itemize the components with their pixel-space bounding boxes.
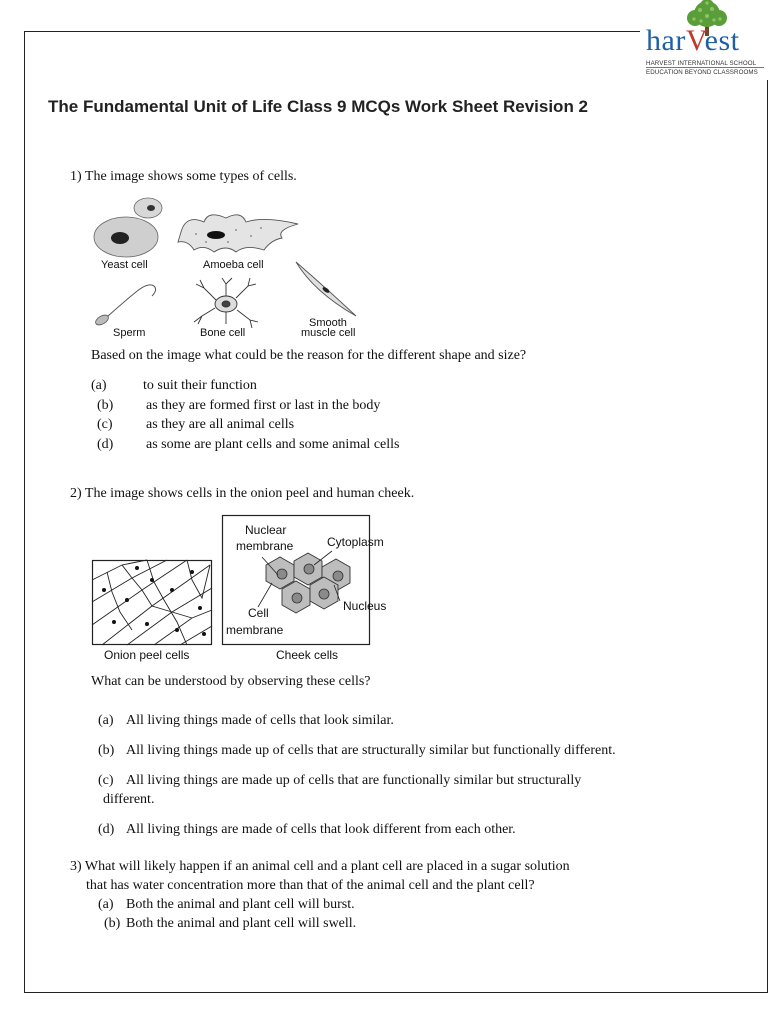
smooth-muscle-drawing (296, 262, 356, 316)
smooth-muscle-label-2: muscle cell (301, 327, 356, 339)
q3-option-a-key: (a) (98, 897, 114, 912)
q1-option-a-text: to suit their function (143, 378, 257, 393)
q2-option-b-key: (b) (98, 743, 115, 758)
q1-option-d-key: (d) (97, 437, 114, 452)
logo-wordmark: harVest (646, 24, 740, 57)
q3-option-b-text: Both the animal and plant cell will swell. (126, 916, 357, 931)
cell-membrane-label-2: membrane (226, 623, 284, 637)
q3-option-a-text: Both the animal and plant cell will burst. (126, 897, 355, 912)
yeast-cell-drawing (94, 198, 162, 257)
q2-stem: 2) The image shows cells in the onion peel and human cheek. (70, 486, 415, 501)
q2-option-b-text: All living things made up of cells that are structurally similar but functionally different. (126, 743, 616, 758)
amoeba-cell-label: Amoeba cell (203, 259, 264, 271)
cheek-cells-label: Cheek cells (276, 648, 339, 662)
q3-stem-line-2: that has water concentration more than that of the animal cell and the plant cell? (86, 878, 535, 893)
smooth-muscle-label-1: Smooth (309, 317, 347, 329)
bone-cell-drawing (194, 278, 258, 328)
logo-tagline: EDUCATION BEYOND CLASSROOMS (646, 69, 758, 76)
q1-option-b-text: as they are formed first or last in the body (146, 398, 381, 413)
q2-option-c-text: All living things are made up of cells that are functionally similar but structurally (126, 773, 582, 788)
q2-option-d-text: All living things are made of cells that look different from each other. (126, 822, 516, 837)
q2-option-d-key: (d) (98, 822, 115, 837)
logo-divider (646, 67, 764, 68)
nuclear-membrane-label-2: membrane (236, 539, 294, 553)
nuclear-membrane-label-1: Nuclear (245, 523, 287, 537)
q1-option-a-key: (a) (91, 378, 107, 393)
q1-option-d-text: as some are plant cells and some animal cells (146, 437, 400, 452)
nucleus-label: Nucleus (343, 599, 387, 613)
q2-prompt: What can be understood by observing these cells? (91, 674, 371, 689)
q1-option-c-text: as they are all animal cells (146, 417, 295, 432)
amoeba-cell-drawing (178, 215, 298, 252)
q2-option-a-key: (a) (98, 713, 114, 728)
school-logo (640, 0, 768, 80)
sperm-label: Sperm (113, 327, 146, 339)
q1-option-b-key: (b) (97, 398, 114, 413)
yeast-cell-label: Yeast cell (101, 259, 148, 271)
q1-stem: 1) The image shows some types of cells. (70, 169, 297, 184)
page-title: The Fundamental Unit of Life Class 9 MCQs Work Sheet Revision 2 (48, 97, 589, 116)
q1-option-c-key: (c) (97, 417, 113, 432)
q1-prompt: Based on the image what could be the reason for the different shape and size? (91, 348, 527, 363)
onion-peel-figure (92, 560, 212, 645)
logo-school-name: HARVEST INTERNATIONAL SCHOOL (646, 60, 757, 67)
q2-option-c-continued: different. (103, 792, 155, 807)
bone-cell-label: Bone cell (200, 327, 246, 339)
q3-option-b-key: (b) (104, 916, 121, 931)
cytoplasm-label: Cytoplasm (327, 535, 384, 549)
sperm-drawing (94, 285, 156, 327)
cell-membrane-label-1: Cell (248, 606, 269, 620)
q2-option-a-text: All living things made of cells that look similar. (126, 713, 394, 728)
q3-stem-line-1: 3) What will likely happen if an animal cell and a plant cell are placed in a sugar solution (70, 859, 570, 874)
q2-option-c-key: (c) (98, 773, 114, 788)
onion-peel-label: Onion peel cells (104, 648, 190, 662)
